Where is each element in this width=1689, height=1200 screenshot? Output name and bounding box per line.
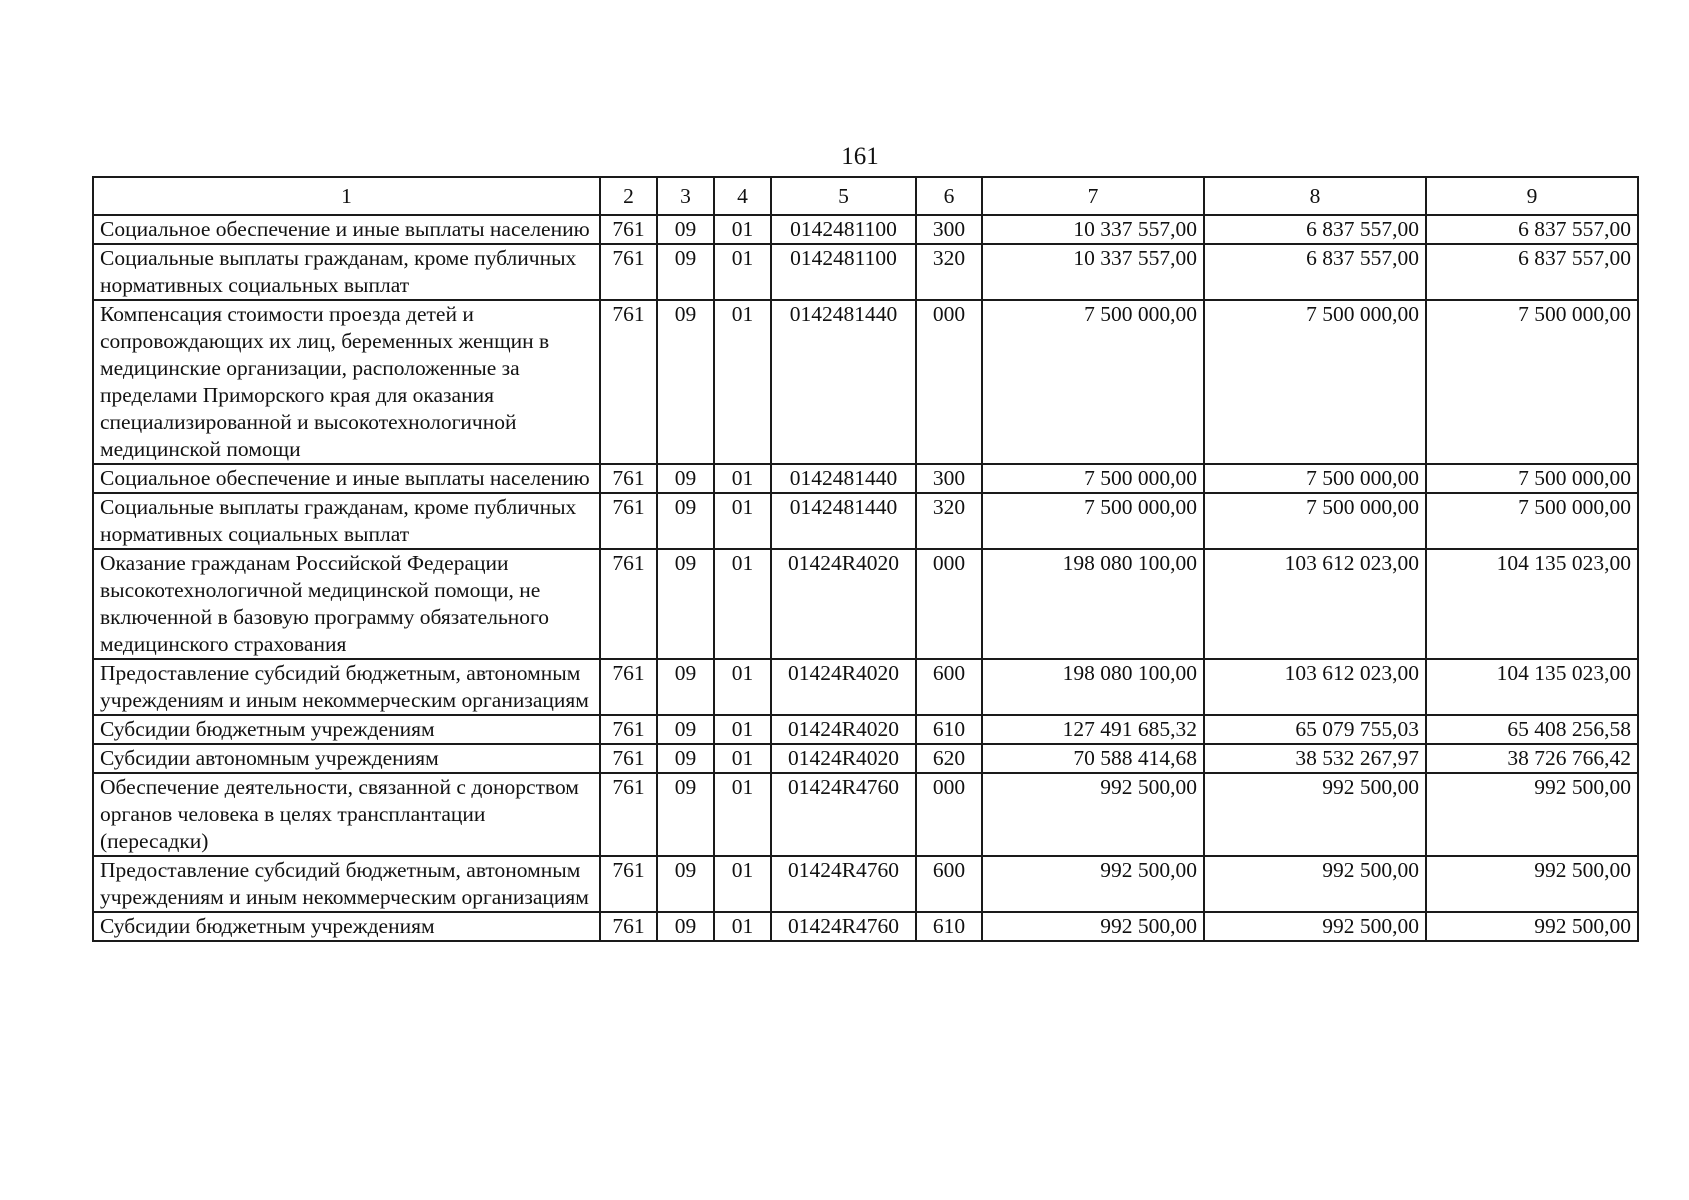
item-name: Субсидии бюджетным учреждениям (93, 912, 600, 941)
code-col-2: 761 (600, 244, 657, 300)
code-col-6: 610 (916, 912, 982, 941)
item-name: Оказание гражданам Российской Федерации высокотехнологичной медицинской помощи, не включенной в базовую программу обязательного медицинского страхования (93, 549, 600, 659)
amount-col-8: 6 837 557,00 (1204, 244, 1426, 300)
code-col-6: 320 (916, 493, 982, 549)
table-row (93, 773, 1638, 856)
amount-col-9: 65 408 256,58 (1426, 715, 1638, 744)
amount-col-7: 7 500 000,00 (982, 464, 1204, 493)
amount-col-8: 992 500,00 (1204, 912, 1426, 941)
table-row (93, 244, 1638, 300)
header-cell-5: 5 (771, 177, 916, 215)
amount-col-7: 7 500 000,00 (982, 493, 1204, 549)
code-col-6: 300 (916, 215, 982, 244)
amount-col-7: 10 337 557,00 (982, 244, 1204, 300)
amount-col-9: 6 837 557,00 (1426, 244, 1638, 300)
table-header (93, 177, 1638, 215)
code-col-4: 01 (714, 215, 771, 244)
code-col-2: 761 (600, 659, 657, 715)
amount-col-7: 70 588 414,68 (982, 744, 1204, 773)
code-col-2: 761 (600, 856, 657, 912)
amount-col-9: 104 135 023,00 (1426, 549, 1638, 659)
code-col-3: 09 (657, 773, 714, 856)
code-col-6: 000 (916, 549, 982, 659)
table-row (93, 659, 1638, 715)
amount-col-9: 992 500,00 (1426, 773, 1638, 856)
amount-col-9: 6 837 557,00 (1426, 215, 1638, 244)
item-name: Социальные выплаты гражданам, кроме публичных нормативных социальных выплат (93, 244, 600, 300)
table-body (93, 215, 1638, 941)
code-col-5: 01424R4020 (771, 659, 916, 715)
header-row (93, 177, 1638, 215)
code-col-3: 09 (657, 659, 714, 715)
amount-col-8: 38 532 267,97 (1204, 744, 1426, 773)
amount-col-8: 992 500,00 (1204, 856, 1426, 912)
amount-col-9: 7 500 000,00 (1426, 300, 1638, 464)
code-col-2: 761 (600, 912, 657, 941)
code-col-3: 09 (657, 912, 714, 941)
amount-col-8: 6 837 557,00 (1204, 215, 1426, 244)
amount-col-7: 992 500,00 (982, 912, 1204, 941)
code-col-3: 09 (657, 464, 714, 493)
amount-col-7: 10 337 557,00 (982, 215, 1204, 244)
amount-col-7: 127 491 685,32 (982, 715, 1204, 744)
code-col-4: 01 (714, 912, 771, 941)
code-col-3: 09 (657, 744, 714, 773)
amount-col-8: 992 500,00 (1204, 773, 1426, 856)
amount-col-8: 65 079 755,03 (1204, 715, 1426, 744)
item-name: Компенсация стоимости проезда детей и сопровождающих их лиц, беременных женщин в медицинские организации, расположенные за пределами Приморского края для оказания специализированной и высокотехнологичной медицинской помощи (93, 300, 600, 464)
amount-col-9: 7 500 000,00 (1426, 493, 1638, 549)
code-col-6: 600 (916, 659, 982, 715)
header-cell-3: 3 (657, 177, 714, 215)
amount-col-9: 992 500,00 (1426, 912, 1638, 941)
amount-col-9: 104 135 023,00 (1426, 659, 1638, 715)
budget-table (92, 176, 1639, 942)
code-col-4: 01 (714, 244, 771, 300)
code-col-2: 761 (600, 464, 657, 493)
table-row (93, 744, 1638, 773)
amount-col-9: 7 500 000,00 (1426, 464, 1638, 493)
amount-col-8: 7 500 000,00 (1204, 493, 1426, 549)
table-row (93, 856, 1638, 912)
header-cell-7: 7 (982, 177, 1204, 215)
amount-col-7: 992 500,00 (982, 773, 1204, 856)
code-col-5: 0142481100 (771, 215, 916, 244)
code-col-4: 01 (714, 493, 771, 549)
table-row (93, 215, 1638, 244)
item-name: Социальное обеспечение и иные выплаты населению (93, 215, 600, 244)
code-col-4: 01 (714, 744, 771, 773)
item-name: Обеспечение деятельности, связанной с донорством органов человека в целях трансплантации (пересадки) (93, 773, 600, 856)
amount-col-8: 103 612 023,00 (1204, 659, 1426, 715)
amount-col-8: 103 612 023,00 (1204, 549, 1426, 659)
header-cell-1: 1 (93, 177, 600, 215)
table-row (93, 715, 1638, 744)
header-cell-8: 8 (1204, 177, 1426, 215)
code-col-3: 09 (657, 300, 714, 464)
code-col-2: 761 (600, 744, 657, 773)
code-col-4: 01 (714, 464, 771, 493)
code-col-4: 01 (714, 549, 771, 659)
header-cell-9: 9 (1426, 177, 1638, 215)
header-cell-6: 6 (916, 177, 982, 215)
code-col-4: 01 (714, 715, 771, 744)
code-col-4: 01 (714, 300, 771, 464)
code-col-3: 09 (657, 856, 714, 912)
code-col-5: 01424R4760 (771, 912, 916, 941)
code-col-6: 620 (916, 744, 982, 773)
amount-col-8: 7 500 000,00 (1204, 300, 1426, 464)
code-col-3: 09 (657, 715, 714, 744)
item-name: Социальное обеспечение и иные выплаты населению (93, 464, 600, 493)
code-col-3: 09 (657, 244, 714, 300)
table-row (93, 300, 1638, 464)
amount-col-9: 38 726 766,42 (1426, 744, 1638, 773)
code-col-5: 0142481440 (771, 464, 916, 493)
code-col-4: 01 (714, 856, 771, 912)
amount-col-8: 7 500 000,00 (1204, 464, 1426, 493)
code-col-6: 300 (916, 464, 982, 493)
item-name: Субсидии бюджетным учреждениям (93, 715, 600, 744)
item-name: Субсидии автономным учреждениям (93, 744, 600, 773)
code-col-2: 761 (600, 549, 657, 659)
code-col-3: 09 (657, 549, 714, 659)
code-col-6: 000 (916, 773, 982, 856)
code-col-2: 761 (600, 715, 657, 744)
code-col-3: 09 (657, 215, 714, 244)
amount-col-7: 198 080 100,00 (982, 549, 1204, 659)
code-col-5: 0142481440 (771, 300, 916, 464)
code-col-5: 01424R4020 (771, 715, 916, 744)
table-row (93, 464, 1638, 493)
code-col-5: 0142481440 (771, 493, 916, 549)
code-col-6: 600 (916, 856, 982, 912)
amount-col-7: 992 500,00 (982, 856, 1204, 912)
code-col-5: 01424R4020 (771, 744, 916, 773)
item-name: Предоставление субсидий бюджетным, автономным учреждениям и иным некоммерческим организациям (93, 856, 600, 912)
code-col-2: 761 (600, 773, 657, 856)
code-col-2: 761 (600, 215, 657, 244)
amount-col-7: 198 080 100,00 (982, 659, 1204, 715)
code-col-6: 610 (916, 715, 982, 744)
item-name: Социальные выплаты гражданам, кроме публичных нормативных социальных выплат (93, 493, 600, 549)
amount-col-7: 7 500 000,00 (982, 300, 1204, 464)
code-col-5: 01424R4760 (771, 773, 916, 856)
code-col-4: 01 (714, 773, 771, 856)
code-col-5: 0142481100 (771, 244, 916, 300)
code-col-6: 000 (916, 300, 982, 464)
code-col-2: 761 (600, 493, 657, 549)
code-col-5: 01424R4760 (771, 856, 916, 912)
code-col-6: 320 (916, 244, 982, 300)
header-cell-4: 4 (714, 177, 771, 215)
page-number: 161 (841, 143, 879, 170)
table-row (93, 493, 1638, 549)
code-col-4: 01 (714, 659, 771, 715)
table-row (93, 549, 1638, 659)
code-col-2: 761 (600, 300, 657, 464)
code-col-3: 09 (657, 493, 714, 549)
code-col-5: 01424R4020 (771, 549, 916, 659)
amount-col-9: 992 500,00 (1426, 856, 1638, 912)
header-cell-2: 2 (600, 177, 657, 215)
item-name: Предоставление субсидий бюджетным, автономным учреждениям и иным некоммерческим организациям (93, 659, 600, 715)
table-row (93, 912, 1638, 941)
